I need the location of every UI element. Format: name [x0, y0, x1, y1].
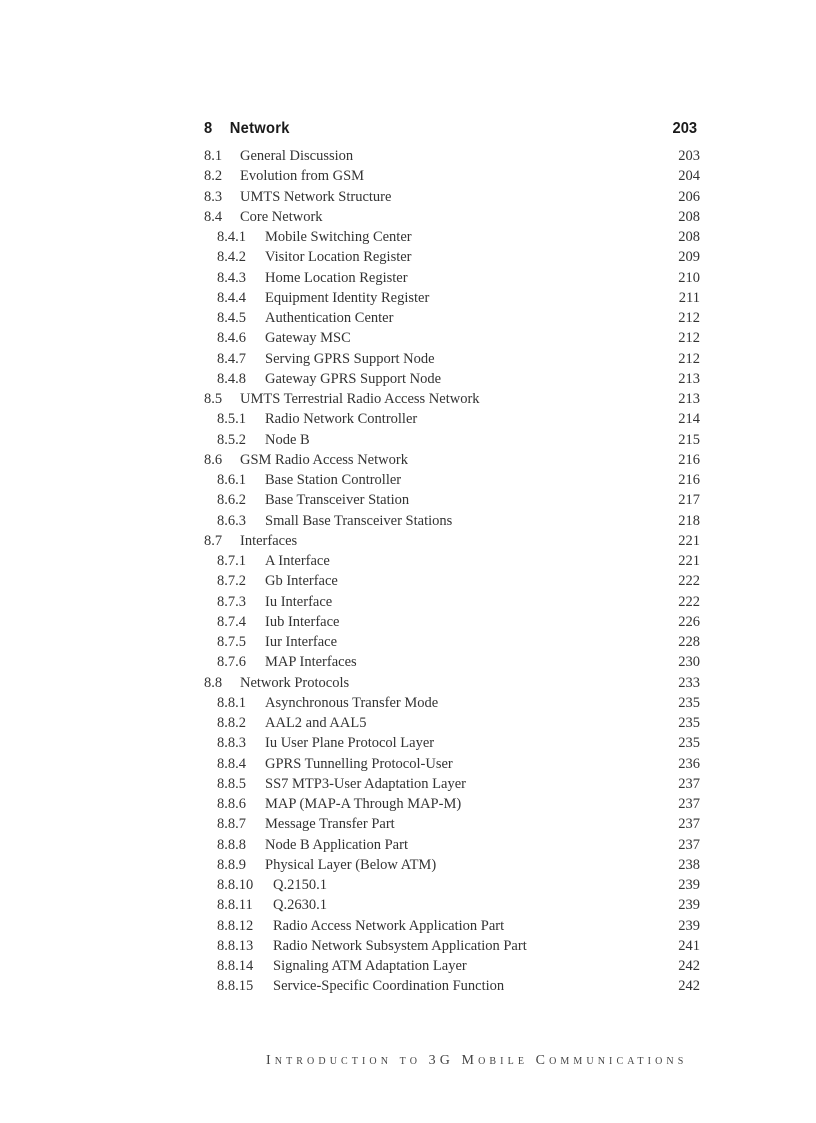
toc-entry[interactable] [204, 733, 700, 753]
toc-entry[interactable] [204, 146, 700, 166]
toc-entry-title: MAP Interfaces [265, 654, 357, 671]
toc-entry-number: 8.5.1 [217, 411, 246, 428]
toc-entry-page: 242 [678, 958, 700, 974]
toc-entry-page: 230 [678, 654, 700, 671]
toc-entry-number: 8.8.12 [217, 917, 254, 934]
toc-entry-title: UMTS Network Structure [240, 188, 392, 205]
toc-entry[interactable] [204, 511, 700, 531]
toc-entry-number: 8.4.1 [217, 229, 246, 245]
toc-entry[interactable] [204, 166, 700, 186]
toc-entry[interactable] [204, 794, 700, 814]
toc-entry-title: Radio Access Network Application Part [273, 917, 505, 934]
toc-entry-number: 8.6.3 [217, 512, 246, 529]
toc-entry[interactable] [204, 369, 700, 389]
toc-entry-title: UMTS Terrestrial Radio Access Network [240, 391, 480, 407]
toc-entry[interactable] [204, 389, 700, 409]
toc-entry[interactable] [204, 754, 700, 774]
toc-entry-title: Network Protocols [240, 674, 350, 691]
toc-entry-number: 8.6 [204, 451, 223, 468]
toc-entry-number: 8.4.2 [217, 249, 246, 266]
toc-entry[interactable] [204, 490, 700, 510]
toc-entry-page: 237 [678, 796, 700, 812]
toc-entry-page: 222 [678, 573, 700, 590]
toc-entry-page: 233 [678, 674, 700, 691]
toc-entry-title: Q.2150.1 [273, 877, 327, 893]
toc-entry-number: 8.7.6 [217, 654, 246, 671]
toc-entry-title: Small Base Transceiver Stations [265, 512, 453, 529]
toc-entry[interactable] [204, 227, 700, 247]
toc-entry-number: 8.4.5 [217, 310, 246, 326]
toc-entry-title: Iu User Plane Protocol Layer [265, 735, 435, 752]
toc-entry-title: Mobile Switching Center [265, 229, 412, 245]
toc-entry-number: 8.8.6 [217, 796, 246, 812]
toc-entry-number: 8.8.8 [217, 836, 246, 853]
toc-entry-title: A Interface [265, 553, 330, 569]
toc-entry[interactable] [204, 956, 700, 976]
toc-entry-title: Iu Interface [265, 593, 333, 610]
toc-entry-page: 212 [678, 310, 700, 326]
toc-entry-title: Node B [265, 431, 310, 448]
toc-entry-title: Equipment Identity Register [265, 289, 430, 306]
toc-entry-page: 237 [678, 836, 700, 853]
toc-entry-number: 8.8.11 [217, 897, 253, 914]
toc-entry-title: Home Location Register [265, 269, 408, 286]
toc-entry[interactable] [204, 430, 700, 450]
toc-entry-title: Iur Interface [265, 634, 338, 650]
toc-entry-number: 8.4.3 [217, 269, 246, 286]
toc-entry[interactable] [204, 551, 700, 571]
toc-entry[interactable] [204, 895, 700, 915]
toc-entry-page: 222 [678, 593, 700, 610]
toc-entry-page: 216 [678, 451, 700, 468]
toc-entry-page: 228 [678, 634, 700, 650]
toc-entry-number: 8.8.7 [217, 816, 246, 833]
toc-entry-title: Signaling ATM Adaptation Layer [273, 958, 467, 974]
toc-entry-title: Visitor Location Register [265, 249, 412, 266]
toc-entry-title: GPRS Tunnelling Protocol-User [265, 755, 453, 772]
toc-entry-number: 8.8.15 [217, 978, 254, 995]
toc-entry-title: Radio Network Controller [265, 411, 418, 428]
toc-entry[interactable] [204, 673, 700, 693]
toc-entry[interactable] [204, 207, 700, 227]
toc-entry-page: 211 [678, 289, 700, 306]
toc-entry-number: 8.4.4 [217, 289, 246, 306]
toc-entry-number: 8.8.9 [217, 856, 246, 873]
toc-entry-title: Gb Interface [265, 573, 338, 590]
toc-entry[interactable] [204, 612, 700, 632]
toc-entry-number: 8.8.10 [217, 877, 254, 893]
toc-entry-page: 221 [678, 532, 700, 549]
toc-entry[interactable] [204, 652, 700, 672]
toc-entry[interactable] [204, 916, 700, 936]
toc-entry-number: 8.4.8 [217, 370, 246, 387]
toc-entry-title: Node B Application Part [265, 836, 408, 853]
toc-entry-title: Base Station Controller [265, 472, 402, 488]
toc-entry-title: Serving GPRS Support Node [265, 350, 435, 367]
toc-entry-number: 8.8 [204, 674, 223, 691]
toc-entry-number: 8.8.4 [217, 755, 246, 772]
toc-entry-title: Evolution from GSM [240, 168, 365, 185]
toc-entry-number: 8.8.14 [217, 958, 254, 974]
toc-entry[interactable] [204, 328, 700, 348]
toc-entry-title: Interfaces [240, 532, 298, 549]
toc-entry-page: 239 [678, 877, 700, 893]
toc-entry-page: 235 [678, 694, 700, 711]
toc-entry-page: 239 [678, 917, 700, 934]
toc-entry[interactable] [204, 531, 700, 551]
toc-entry[interactable] [204, 308, 700, 328]
toc-entry[interactable] [204, 571, 700, 591]
toc-entry-title: AAL2 and AAL5 [265, 715, 367, 731]
toc-entry-title: Core Network [240, 208, 323, 225]
toc-entry-page: 210 [678, 269, 700, 286]
toc-entry-page: 239 [678, 897, 700, 914]
toc-entry-number: 8.6.1 [217, 472, 246, 488]
toc-entry-page: 212 [678, 350, 700, 367]
toc-entry-title: Message Transfer Part [265, 816, 395, 833]
toc-entry[interactable] [204, 450, 700, 470]
toc-entry[interactable] [204, 268, 700, 288]
toc-entry[interactable] [204, 875, 700, 895]
toc-entry-title: SS7 MTP3-User Adaptation Layer [265, 775, 466, 792]
toc-entry-page: 208 [678, 208, 700, 225]
toc-entry-page: 203 [678, 148, 700, 164]
toc-entry[interactable] [204, 470, 700, 490]
toc-entry[interactable] [204, 936, 700, 956]
toc-entry-page: 217 [678, 492, 700, 509]
toc-entry-page: 214 [678, 411, 700, 428]
toc-entry[interactable] [204, 592, 700, 612]
toc-entry-page: 241 [678, 937, 700, 954]
toc-entry-number: 8.8.3 [217, 735, 246, 752]
toc-entry-number: 8.7 [204, 532, 223, 549]
toc-entry-page: 216 [678, 472, 700, 488]
toc-entry-page: 209 [678, 249, 700, 266]
toc-entry-page: 242 [678, 978, 700, 995]
toc-entry[interactable] [204, 632, 700, 652]
toc-entry-title: Service-Specific Coordination Function [273, 978, 505, 995]
toc-entry-number: 8.5.2 [217, 431, 246, 448]
toc-entry-title: Gateway GPRS Support Node [265, 370, 442, 387]
toc-entry-number: 8.4.7 [217, 350, 246, 367]
chapter-title: Network [229, 120, 290, 137]
toc-entry-page: 215 [678, 431, 700, 448]
toc-entry-title: MAP (MAP-A Through MAP-M) [265, 796, 462, 812]
toc-entry[interactable] [204, 855, 700, 875]
toc-entry-number: 8.5 [204, 391, 223, 407]
toc-entry[interactable] [204, 187, 700, 207]
toc-entry[interactable] [204, 774, 700, 794]
toc-entry-page: 213 [678, 370, 700, 387]
toc-entry-number: 8.4 [204, 208, 223, 225]
toc-entry-title: Authentication Center [265, 310, 394, 326]
toc-entry[interactable] [204, 713, 700, 733]
toc-entry-number: 8.1 [204, 148, 223, 164]
toc-entry-page: 226 [678, 613, 700, 630]
toc-entry-number: 8.8.2 [217, 715, 246, 731]
toc-entry[interactable] [204, 693, 700, 713]
toc-entry-number: 8.4.6 [217, 330, 246, 347]
toc-entry-title: Base Transceiver Station [265, 492, 410, 509]
toc-entry-number: 8.3 [204, 188, 223, 205]
toc-entry-page: 238 [678, 856, 700, 873]
toc-entry-number: 8.8.5 [217, 775, 246, 792]
toc-entry-title: Asynchronous Transfer Mode [265, 694, 439, 711]
toc-entry-page: 237 [678, 775, 700, 792]
toc-entry-title: Radio Network Subsystem Application Part [273, 937, 527, 954]
toc-entry-title: Iub Interface [265, 613, 340, 630]
toc-entry-page: 236 [678, 755, 700, 772]
toc-entry-number: 8.6.2 [217, 492, 246, 509]
toc-entry-page: 235 [678, 735, 700, 752]
toc-entry-page: 235 [678, 715, 700, 731]
toc-entry-page: 218 [678, 512, 700, 529]
toc-entry-number: 8.2 [204, 168, 223, 185]
toc-entry-number: 8.7.1 [217, 553, 246, 569]
toc-entry-title: General Discussion [240, 148, 354, 164]
toc-entry-page: 221 [678, 553, 700, 569]
toc-entry-number: 8.7.2 [217, 573, 246, 590]
toc-entry-title: Physical Layer (Below ATM) [265, 856, 437, 873]
toc-entry-number: 8.7.3 [217, 593, 246, 610]
toc-entry[interactable] [204, 349, 700, 369]
toc-entry-title: Q.2630.1 [273, 897, 327, 914]
chapter-heading [204, 120, 698, 142]
toc-entry[interactable] [204, 288, 700, 308]
toc-entry[interactable] [204, 976, 700, 996]
toc-entry-number: 8.8.13 [217, 937, 254, 954]
toc-entry[interactable] [204, 835, 700, 855]
toc-entry-page: 206 [678, 188, 700, 205]
toc-entry-title: Gateway MSC [265, 330, 351, 347]
toc-entry-page: 212 [678, 330, 700, 347]
chapter-page: 203 [672, 120, 698, 137]
toc-entry-title: GSM Radio Access Network [240, 451, 408, 468]
toc-entry-page: 208 [678, 229, 700, 245]
table-of-contents [204, 146, 700, 997]
toc-entry-number: 8.7.4 [217, 613, 246, 630]
toc-entry-page: 237 [678, 816, 700, 833]
toc-entry-number: 8.8.1 [217, 694, 246, 711]
running-footer: Introduction to 3G Mobile Communications [266, 1053, 688, 1068]
toc-entry-page: 213 [678, 391, 700, 407]
toc-entry[interactable] [204, 814, 700, 834]
toc-entry-number: 8.7.5 [217, 634, 246, 650]
chapter-number: 8 [204, 120, 213, 137]
toc-entry[interactable] [204, 247, 700, 267]
toc-entry[interactable] [204, 409, 700, 429]
toc-entry-page: 204 [678, 168, 700, 185]
